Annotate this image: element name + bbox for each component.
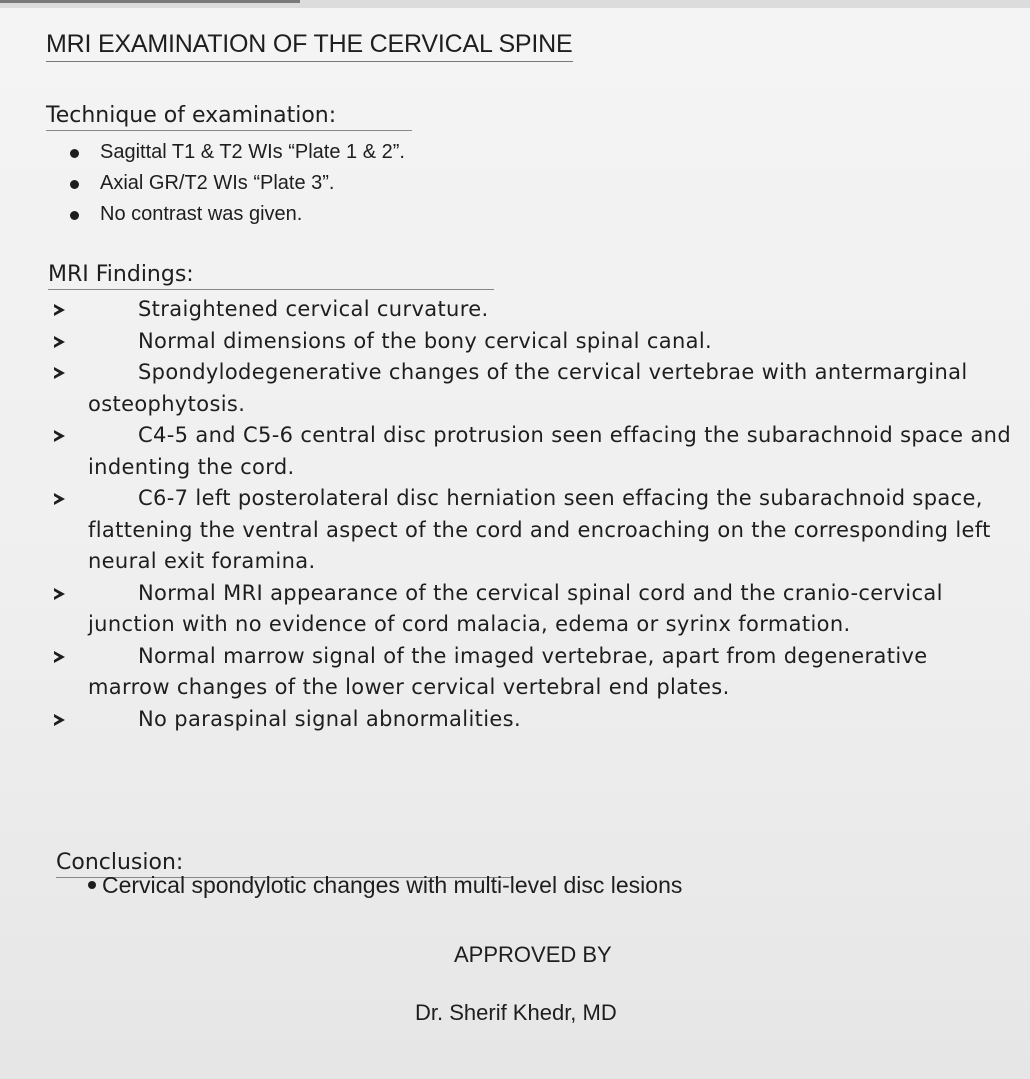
technique-item-text: Axial GR/T2 WIs “Plate 3”.: [100, 172, 335, 194]
arrow-bullet-icon: [54, 304, 65, 316]
technique-item-text: Sagittal T1 & T2 WIs “Plate 1 & 2”.: [100, 141, 405, 163]
technique-heading: Technique of examination:: [46, 103, 412, 131]
finding-item: [52, 483, 1012, 578]
finding-item-text: No paraspinal signal abnormalities.: [138, 706, 521, 731]
technique-item: [68, 199, 405, 230]
technique-item: [68, 137, 405, 168]
page-top-shadow: [0, 0, 300, 3]
finding-item-text: Normal MRI appearance of the cervical spinal cord and the cranio-cervical junction with no evidence of cord malacia, edema or syrinx formation.: [88, 580, 943, 636]
bullet-dot-icon: [70, 149, 79, 158]
technique-item-text: No contrast was given.: [100, 203, 303, 225]
finding-item: [52, 704, 1012, 736]
finding-item-text: C6-7 left posterolateral disc herniation seen effacing the subarachnoid space, flattening the ventral aspect of the cord and encroaching on the corresponding left neural exit foramina.: [88, 486, 991, 573]
finding-item-text: Spondylodegenerative changes of the cervical vertebrae with antermarginal osteophytosis.: [88, 360, 968, 416]
technique-item: [68, 168, 405, 199]
finding-item-text: Normal marrow signal of the imaged vertebrae, apart from degenerative marrow changes of the lower cervical vertebral end plates.: [88, 643, 928, 699]
technique-list: [68, 137, 405, 230]
arrow-bullet-icon: [54, 367, 65, 379]
finding-item: [52, 326, 1012, 358]
arrow-bullet-icon: [54, 430, 65, 442]
finding-item-text: Normal dimensions of the bony cervical spinal canal.: [138, 328, 713, 353]
finding-item: [52, 578, 1012, 641]
finding-item: [52, 294, 1012, 326]
approver-name: Dr. Sherif Khedr, MD: [415, 1000, 617, 1025]
finding-item: [52, 357, 1012, 420]
arrow-bullet-icon: [54, 714, 65, 726]
conclusion-item-text: Cervical spondylotic changes with multi-level disc lesions: [102, 872, 683, 898]
conclusion-item: [88, 868, 682, 902]
arrow-bullet-icon: [54, 493, 65, 505]
finding-item: [52, 641, 1012, 704]
report-title: MRI EXAMINATION OF THE CERVICAL SPINE: [46, 30, 573, 62]
approved-by-label: APPROVED BY: [454, 942, 612, 967]
finding-item-text: Straightened cervical curvature.: [138, 297, 489, 321]
findings-heading: MRI Findings:: [48, 262, 494, 290]
finding-item: [52, 420, 1012, 483]
finding-item-text: C4-5 and C5-6 central disc protrusion seen effacing the subarachnoid space and indenting the cord.: [88, 423, 1012, 479]
arrow-bullet-icon: [54, 336, 65, 348]
conclusion-heading: Conclusion:: [56, 850, 512, 878]
arrow-bullet-icon: [54, 651, 65, 663]
bullet-dot-icon: [88, 881, 96, 889]
bullet-dot-icon: [70, 180, 79, 189]
bullet-dot-icon: [70, 211, 79, 220]
findings-list: [52, 294, 1012, 735]
arrow-bullet-icon: [54, 588, 65, 600]
